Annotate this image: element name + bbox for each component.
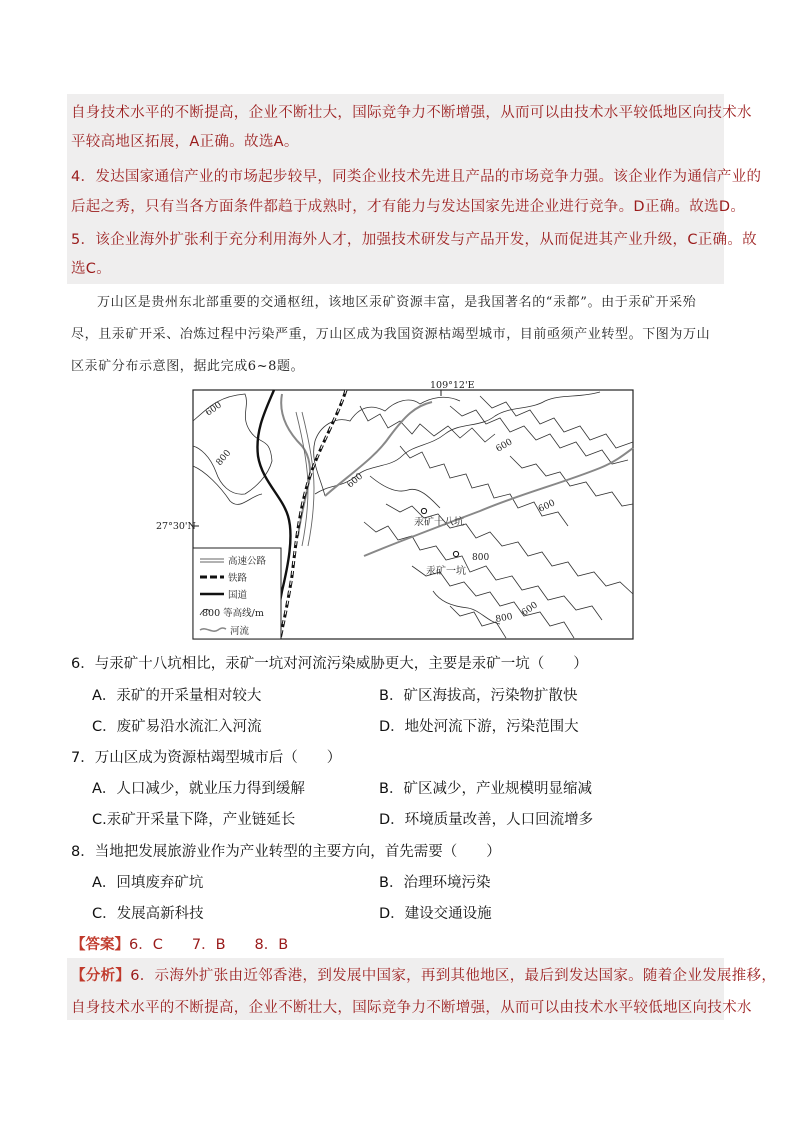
contour-label: 600 <box>537 498 557 515</box>
analysis-line <box>71 964 776 985</box>
analysis-line: 自身技术水平的不断提高，企业不断壮大，国际竞争力不断增强，从而可以由技术水平较低地区向技术水 <box>71 105 752 121</box>
question-7-stem: 7．万山区成为资源枯竭型城市后（ ） <box>71 750 342 766</box>
question-6-stem: 6．与汞矿十八坑相比，汞矿一坑对河流污染威胁更大，主要是汞矿一坑（ ） <box>71 656 588 672</box>
answer-tag: 【答案】 <box>71 937 129 953</box>
legend-railway: 铁路 <box>228 573 248 584</box>
analysis-item-4: 后起之秀，只有当各方面条件都趋于成熟时，才有能力与发达国家先进企业进行竞争。D正确。故选D。 <box>71 199 746 215</box>
mine-site-1 <box>453 551 458 556</box>
latitude-label: 27°30'N <box>156 521 196 532</box>
mine-1-label: 汞矿一坑 <box>426 566 466 577</box>
q7-option-a[interactable]: A．人口减少，就业压力得到缓解 <box>92 781 305 797</box>
contour-label: 600 <box>203 400 224 419</box>
longitude-label: 109°12'E <box>430 380 475 391</box>
mine-site-18 <box>421 508 426 513</box>
q8-option-c[interactable]: C．发展高新科技 <box>92 906 204 922</box>
mine-18-label: 汞矿十八坑 <box>414 517 464 528</box>
answer-text: 6．C 7．B 8．B <box>129 937 289 953</box>
legend-national-road: 国道 <box>228 590 248 601</box>
contour-label: 600 <box>519 600 540 619</box>
analysis-item-5: 5．该企业海外扩张利于充分利用海外人才，加强技术研发与产品开发，从而促进其产业升级，C正确。故 <box>71 232 757 248</box>
q8-option-b[interactable]: B．治理环境污染 <box>379 875 491 891</box>
contour-label: 800 <box>494 612 514 625</box>
analysis-line: 平较高地区拓展，A正确。故选A。 <box>71 134 299 150</box>
question-8-stem: 8．当地把发展旅游业作为产业转型的主要方向，首先需要（ ） <box>71 844 501 860</box>
q6-option-a[interactable]: A．汞矿的开采量相对较大 <box>92 688 262 704</box>
q7-option-c[interactable]: C.汞矿开采量下降，产业链延长 <box>92 812 296 828</box>
analysis-highlight-top <box>67 94 724 284</box>
analysis-text: 6．示海外扩张由近邻香港，到发展中国家，再到其他地区，最后到发达国家。随着企业发展推移， <box>130 968 777 984</box>
reading-passage: 万山区是贵州东北部重要的交通枢纽，该地区汞矿资源丰富，是我国著名的“汞都”。由于汞矿开采殆尽，且汞矿开采、冶炼过程中污染严重，万山区成为我国资源枯竭型城市，目前亟须产业转型。下图为万山区汞矿分布示意图，据此完成6~8题。 <box>71 295 711 374</box>
analysis-line: 自身技术水平的不断提高，企业不断壮大，国际竞争力不断增强，从而可以由技术水平较低地区向技术水 <box>71 1000 752 1016</box>
analysis-item-5: 选C。 <box>71 261 112 277</box>
q6-option-c[interactable]: C．废矿易沿水流汇入河流 <box>92 719 262 735</box>
mercury-mine-map <box>150 376 640 644</box>
contour-label: 600 <box>494 437 515 455</box>
q7-option-b[interactable]: B．矿区减少，产业规模明显缩减 <box>379 781 592 797</box>
contour-label: 800 <box>214 448 234 468</box>
q6-option-b[interactable]: B．矿区海拔高，污染物扩散快 <box>379 688 578 704</box>
legend-highway: 高速公路 <box>228 556 267 567</box>
contour-label: 800 <box>472 553 490 563</box>
analysis-item-4: 4．发达国家通信产业的市场起步较早，同类企业技术先进且产品的市场竞争力强。该企业作为通信产业的 <box>71 169 762 185</box>
contour-label: 600 <box>345 471 366 491</box>
q6-option-d[interactable]: D．地处河流下游，污染范围大 <box>379 719 579 735</box>
q8-option-a[interactable]: A．回填废弃矿坑 <box>92 875 204 891</box>
map-legend <box>193 548 281 639</box>
q7-option-d[interactable]: D．环境质量改善，人口回流增多 <box>379 812 594 828</box>
analysis-tag: 【分析】 <box>71 968 131 984</box>
q8-option-d[interactable]: D．建设交通设施 <box>379 906 492 922</box>
legend-river: 河流 <box>230 626 250 637</box>
legend-contour: 800 等高线/m <box>202 608 264 619</box>
answer-line <box>71 933 288 954</box>
